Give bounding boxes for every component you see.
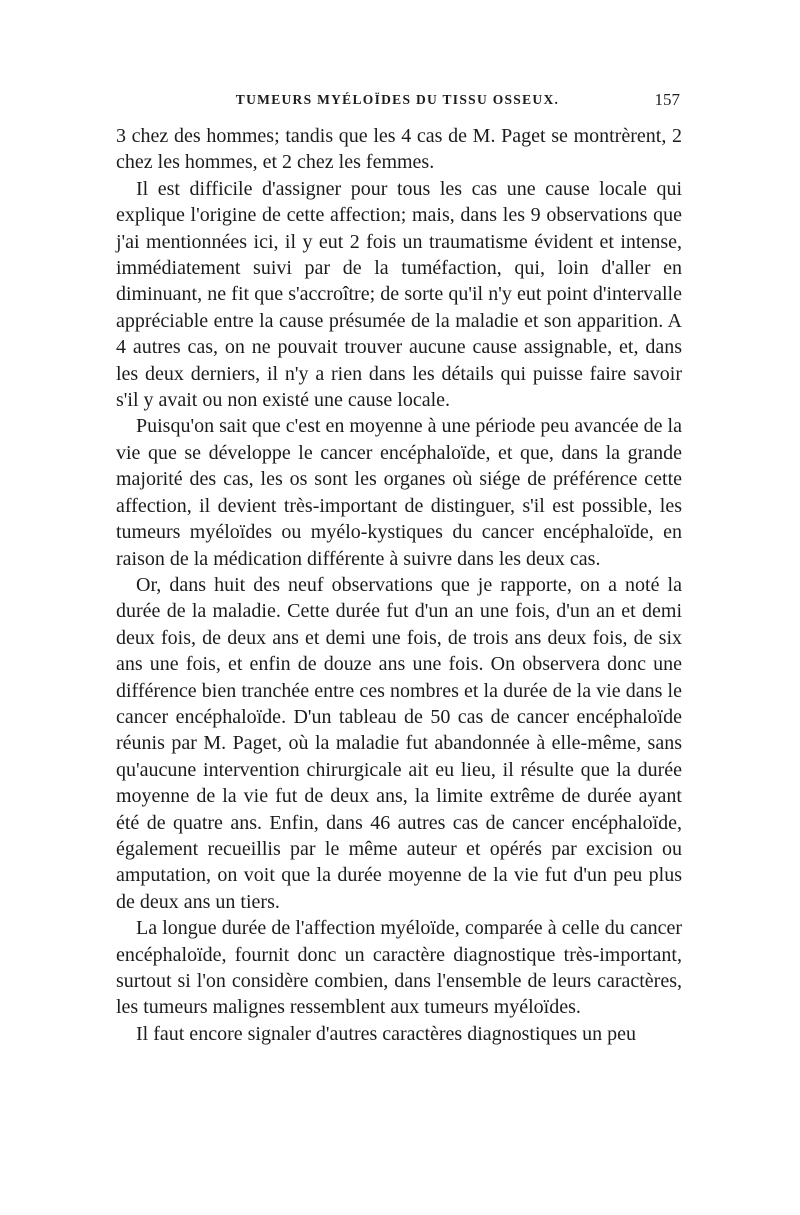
paragraph-6: Il faut encore signaler d'autres caractères diagnostiques un peu [136,1022,637,1045]
paragraph-4: Or, dans huit des neuf observations que je rapporte, on a noté la durée de la maladie. Cette durée fut d'un an une fois, d'un an et demi deux fois, de deux ans et demi une fois, de trois ans deux fois, de six ans une fois, et enfin de douze ans une fois. On observera donc une différence bien tranchée entre ces nombres et la durée de la vie dans le cancer encéphaloïde. D'un tableau de 50 cas de cancer encéphaloïde réunis par M. Paget, où la maladie fut abandonnée à elle-même, sans qu'aucune intervention chirurgicale ait eu lieu, il résulte que la durée moyenne de la vie fut de deux ans, la limite extrême de durée ayant été de quatre ans. Enfin, dans 46 autres cas de cancer encéphaloïde, également recueillis par le même auteur et opérés par excision ou amputation, on voit que la durée moyenne de la vie fut d'un peu plus de deux ans un tiers. [116,573,682,913]
paragraph-2: Il est difficile d'assigner pour tous les cas une cause locale qui explique l'origine de cette affection; mais, dans les 9 observations que j'ai mentionnées ici, il y eut 2 fois un traumatisme évident et intense, immédiatement suivi par de la tuméfaction, qui, loin d'aller en diminuant, ne fit que s'accroître; de sorte qu'il n'y eut point d'intervalle appréciable entre la cause présumée de la maladie et son apparition. A 4 autres cas, on ne pouvait trouver aucune cause assignable, et, dans les deux derniers, il n'y a rien dans les détails qui puisse faire savoir s'il y avait ou non existé une cause locale. [116,177,682,412]
running-head [115,92,680,114]
body-text [116,123,682,1047]
running-title: TUMEURS MYÉLOÏDES DU TISSU OSSEUX. [235,92,560,107]
paragraph-1: 3 chez des hommes; tandis que les 4 cas de M. Paget se montrèrent, 2 chez les hommes, et 2 chez les femmes. [116,125,682,174]
paragraph-5: La longue durée de l'affection myéloïde, comparée à celle du cancer encéphaloïde, fournit donc un caractère diagnostique très-important, surtout si l'on considère combien, dans l'ensemble de leurs caractères, les tumeurs malignes ressemblent aux tumeurs myéloïdes. [116,917,682,1019]
paragraph-3: Puisqu'on sait que c'est en moyenne à une période peu avancée de la vie que se développe le cancer encéphaloïde, et que, dans la grande majorité des cas, les os sont les organes où siége de préférence cette affection, il devient très-important de distinguer, s'il est possible, les tumeurs myéloïdes ou myélo-kystiques du cancer encéphaloïde, en raison de la médication différente à suivre dans les deux cas. [116,415,682,570]
page-number: 157 [654,90,680,109]
